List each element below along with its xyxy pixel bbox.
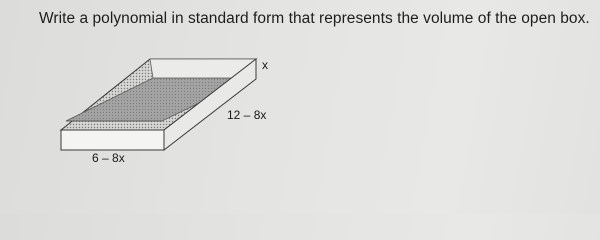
height-label: x (262, 58, 268, 72)
box-front-face (61, 130, 164, 150)
length-label: 12 – 8x (227, 108, 267, 122)
question-text: Write a polynomial in standard form that represents the volume of the open box. (39, 10, 590, 27)
width-label: 6 – 8x (92, 151, 125, 165)
